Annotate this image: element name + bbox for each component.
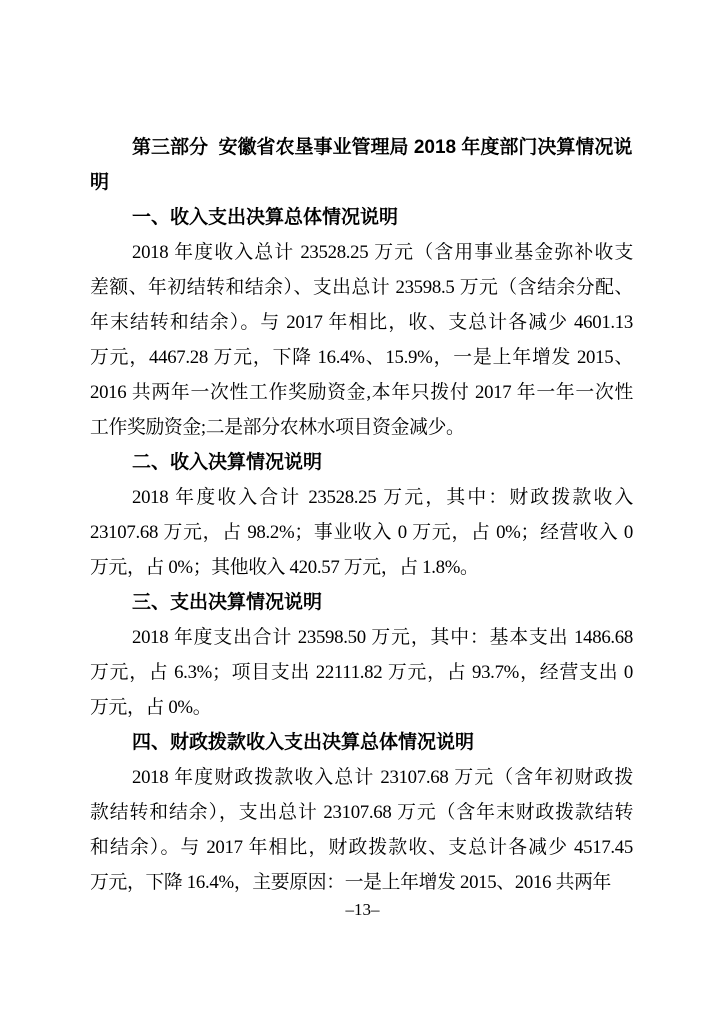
text-line: 2018 年度收入总计 23528.25 万元（含用事业基金弥补收支	[132, 242, 633, 263]
text-line: 万元，下降 16.4%，主要原因：一是上年增发 2015、2016 共两年	[90, 872, 612, 893]
text-line: 款结转和结余），支出总计 23107.68 万元（含年末财政拨款结转	[90, 802, 633, 823]
text-line: 23107.68 万元，占 98.2%；事业收入 0 万元，占 0%；经营收入 0	[90, 522, 633, 543]
text-line: 差额、年初结转和结余）、支出总计 23598.5 万元（含结余分配、	[90, 277, 633, 298]
text-line: 工作奖励资金;二是部分农林水项目资金减少。	[90, 417, 465, 438]
section-heading: 二、收入决算情况说明	[132, 452, 323, 473]
text-line: 2018 年度财政拨款收入总计 23107.68 万元（含年初财政拨	[132, 767, 633, 788]
text-line: 明	[90, 172, 110, 193]
section-paragraph	[90, 480, 633, 585]
page-number: –13–	[345, 900, 380, 919]
text-line: 年末结转和结余）。与 2017 年相比，收、支总计各减少 4601.13	[90, 312, 633, 333]
text-line: 万元，占 6.3%；项目支出 22111.82 万元，占 93.7%，经营支出 0	[90, 662, 633, 683]
text-line: 第三部分 安徽省农垦事业管理局 2018 年度部门决算情况说	[132, 137, 633, 158]
section-paragraph	[90, 235, 633, 445]
text-line: 万元，占 0%。	[90, 697, 212, 718]
text-column	[90, 130, 633, 900]
text-line: 万元，4467.28 万元，下降 16.4%、15.9%，一是上年增发 2015、	[90, 347, 633, 368]
section-heading: 四、财政拨款收入支出决算总体情况说明	[132, 732, 475, 753]
section-income-expenditure-overview	[90, 200, 633, 445]
section-paragraph	[90, 760, 633, 900]
text-line: 和结余）。与 2017 年相比，财政拨款收、支总计各减少 4517.45	[90, 837, 633, 858]
text-line: 2018 年度收入合计 23528.25 万元，其中：财政拨款收入	[132, 487, 633, 508]
text-line: 2016 共两年一次性工作奖励资金,本年只拨付 2017 年一年一次性	[90, 382, 633, 403]
text-line: 2018 年度支出合计 23598.50 万元，其中：基本支出 1486.68	[132, 627, 633, 648]
section-heading: 一、收入支出决算总体情况说明	[132, 207, 399, 228]
section-income-details	[90, 445, 633, 585]
section-heading: 三、支出决算情况说明	[132, 592, 323, 613]
section-expenditure-details	[90, 585, 633, 725]
document-title	[90, 130, 633, 200]
section-paragraph	[90, 620, 633, 725]
section-fiscal-appropriation-overview	[90, 725, 633, 900]
text-line: 万元，占 0%；其他收入 420.57 万元，占 1.8%。	[90, 557, 479, 578]
